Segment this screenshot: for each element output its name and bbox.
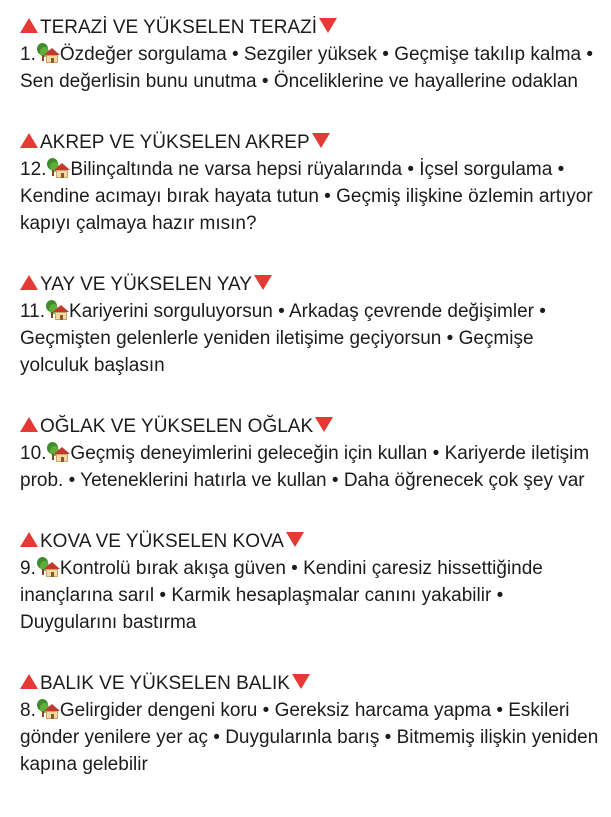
house-number: 12. [20, 159, 47, 180]
section-body [20, 555, 601, 636]
section-title: OĞLAK VE YÜKSELEN OĞLAK [40, 416, 314, 437]
house-with-garden-icon [46, 300, 68, 320]
section-text: Kontrolü bırak akışa güven • Kendini çaresiz hissettiğinde inançlarına sarıl • Karmik hesaplaşmalar canını yakabilir • Duygularını bastırma [20, 558, 543, 633]
red-triangle-down-icon [319, 18, 337, 33]
section-title: AKREP VE YÜKSELEN AKREP [40, 132, 310, 153]
red-triangle-up-icon [20, 133, 38, 148]
red-triangle-up-icon [20, 532, 38, 547]
section-text: Kariyerini sorguluyorsun • Arkadaş çevrende değişimler • Geçmişten gelenlerle yeniden iletişime geçiyorsun • Geçmişe yolculuk başlasın [20, 301, 546, 376]
red-triangle-up-icon [20, 674, 38, 689]
section-title: KOVA VE YÜKSELEN KOVA [40, 531, 284, 552]
section-text: Geçmiş deneyimlerini geleceğin için kullan • Kariyerde iletişim prob. • Yeteneklerini hatırla ve kullan • Daha öğrenecek çok şey var [20, 443, 590, 491]
house-with-garden-icon [37, 43, 59, 63]
section-heading [20, 528, 601, 555]
house-with-garden-icon [47, 442, 69, 462]
red-triangle-up-icon [20, 275, 38, 290]
house-with-garden-icon [37, 557, 59, 577]
red-triangle-down-icon [292, 674, 310, 689]
section-heading [20, 14, 601, 41]
section-body [20, 440, 601, 494]
section-heading [20, 413, 601, 440]
section-body [20, 41, 601, 95]
section-body [20, 156, 601, 237]
section-text: Özdeğer sorgulama • Sezgiler yüksek • Geçmişe takılıp kalma • Sen değerlisin bunu unutma • Önceliklerine ve hayallerine odaklan [20, 44, 594, 92]
section-yay [20, 271, 601, 379]
section-title: TERAZİ VE YÜKSELEN TERAZİ [40, 17, 317, 38]
section-text: Bilinçaltında ne varsa hepsi rüyalarında • İçsel sorgulama • Kendine acımayı bırak hayata tutun • Geçmiş ilişkine özlemin artıyor kapıyı çalmaya hazır mısın? [20, 159, 593, 234]
red-triangle-down-icon [286, 532, 304, 547]
house-number: 11. [20, 301, 46, 322]
section-terazi [20, 14, 601, 95]
section-oglak [20, 413, 601, 494]
section-heading [20, 670, 601, 697]
house-number: 1. [20, 44, 36, 65]
house-number: 9. [20, 558, 36, 579]
section-title: YAY VE YÜKSELEN YAY [40, 274, 252, 295]
house-with-garden-icon [37, 699, 59, 719]
section-heading [20, 271, 601, 298]
red-triangle-up-icon [20, 18, 38, 33]
house-with-garden-icon [47, 158, 69, 178]
section-balik [20, 670, 601, 778]
section-text: Gelirgider dengeni koru • Gereksiz harcama yapma • Eskileri gönder yenilere yer aç • Duygularınla barış • Bitmemiş ilişkin yeniden kapına gelebilir [20, 700, 599, 775]
section-body [20, 298, 601, 379]
red-triangle-down-icon [254, 275, 272, 290]
red-triangle-down-icon [315, 417, 333, 432]
section-body [20, 697, 601, 778]
house-number: 10. [20, 443, 47, 464]
red-triangle-up-icon [20, 417, 38, 432]
red-triangle-down-icon [312, 133, 330, 148]
house-number: 8. [20, 700, 36, 721]
section-heading [20, 129, 601, 156]
section-akrep [20, 129, 601, 237]
section-title: BALIK VE YÜKSELEN BALIK [40, 673, 290, 694]
section-kova [20, 528, 601, 636]
